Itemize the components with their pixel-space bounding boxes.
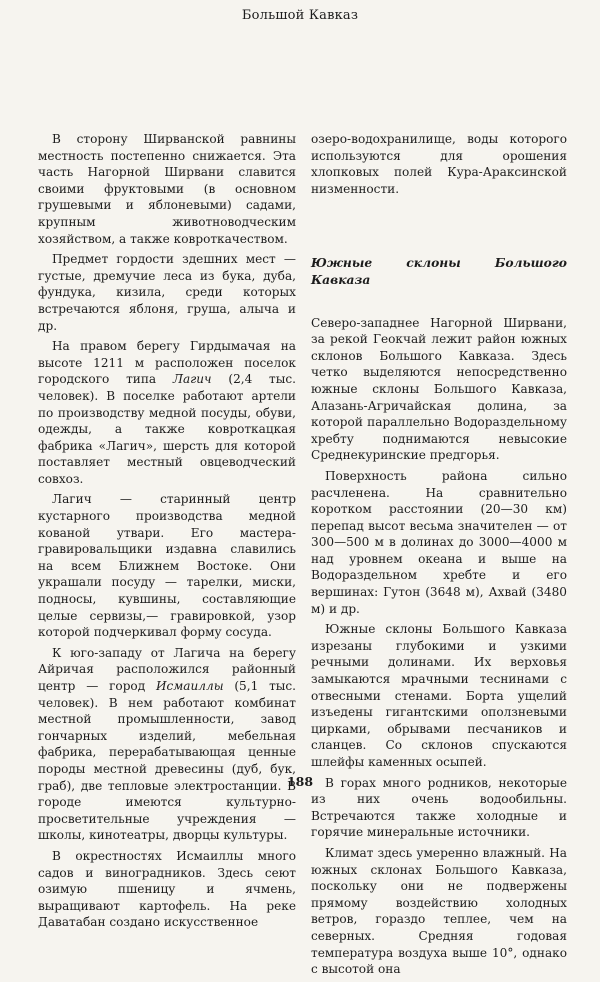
section-heading: Южные склоны Большого Кавказа	[311, 255, 567, 287]
paragraph: В окрестностях Исмаиллы много садов и виноградников. Здесь сеют озимую пшеницу и ячмень, выращивают картофель. На реке Даватабан создано искусственное	[38, 848, 296, 930]
paragraph: Южные склоны Большого Кавказа изрезаны глубокими и узкими речными долинами. Их верховья замыкаются мрачными теснинами с отвесными стенами. Борта ущелий изъедены гигантскими оползневыми цирками, обрывами песчаников и сланцев. Со склонов спускаются шлейфы каменных осыпей.	[311, 622, 567, 769]
paragraph	[38, 645, 296, 844]
paragraph: Северо-западнее Нагорной Ширвани, за рекой Геокчай лежит район южных склонов Большого Кавказа. Здесь четко выделяются непосредственно южные склоны Большого Кавказа, Алазань-Агричайская долина, за которой параллельно Водораздельному хребту поднимаются невысокие Среднекуринские предгорья.	[311, 315, 567, 463]
paragraph: В сторону Ширванской равнины местность постепенно снижается. Эта часть Нагорной Ширвани славится своими фруктовыми (в основном грушевыми и яблоневыми) садами, крупным животноводческим хозяйством, а также ковроткачеством.	[38, 132, 296, 246]
place-name-ismailly: Исмаиллы	[155, 679, 224, 693]
left-column	[38, 131, 296, 935]
right-column	[311, 131, 567, 982]
paragraph-text: На правом берегу Гирдымачая на высоте 1211 м расположен поселок городского типа	[38, 339, 296, 387]
paragraph: Лагич — старинный центр кустарного производства медной кованой утвари. Его мастера-гравировальщики издавна славились на всем Ближнем Востоке. Они украшали посуду — тарелки, миски, подносы, кувшины, составляющие целые сервизы,— гравировкой, узор которой подчеркивал форму сосуда.	[38, 492, 296, 640]
paragraph	[38, 338, 296, 487]
place-name-lagich: Лагич	[172, 372, 212, 387]
paragraph-text: К юго-западу от Лагича на берегу Айричая расположился районный центр — город	[38, 645, 296, 693]
paragraph: В горах много родников, некоторые из них очень водообильны. Встречаются также холодные и горячие минеральные источники.	[311, 775, 567, 840]
paragraph-continuation: озеро-водохранилище, воды которого используются для орошения хлопковых полей Кура-Араксинской низменности.	[311, 132, 567, 196]
paragraph: Климат здесь умеренно влажный. На южных склонах Большого Кавказа, поскольку они не подвержены прямому воздействию холодных ветров, гораздо теплее, чем на северных. Средняя годовая температура воздуха выше 10°, однако с высотой она	[311, 845, 567, 977]
paragraph-text: (2,4 тыс. человек). В поселке работают артели по производству медной посуды, обуви, одежды, а также ковроткацкая фабрика «Лагич», шерсть для которой поставляет местный овцеводческий совхоз.	[38, 372, 296, 486]
paragraph-text: (5,1 тыс. человек). В нем работают комбинат местной промышленности, завод гончарных изделий, мебельная фабрика, перерабатывающая ценные породы местной древесины (дуб, бук, граб), две тепловые электростанции. В городе имеются культурно-просветительные учреждения — школы, кинотеатры, дворцы культуры.	[38, 679, 297, 843]
paragraph: Поверхность района сильно расчленена. На сравнительно коротком расстоянии (20—30 км) перепад высот весьма значителен — от 300—500 м в долинах до 3000—4000 м над уровнем океана и выше на Водораздельном хребте и его вершинах: Гутон (3648 м), Ахвай (3480 м) и др.	[311, 468, 567, 616]
paragraph: Предмет гордости здешних мест — густые, дремучие леса из бука, дуба, фундука, кизила, среди которых встречаются яблоня, груша, алыча и др.	[38, 252, 296, 333]
page-number: 188	[286, 774, 314, 789]
running-head: Большой Кавказ	[241, 8, 359, 23]
